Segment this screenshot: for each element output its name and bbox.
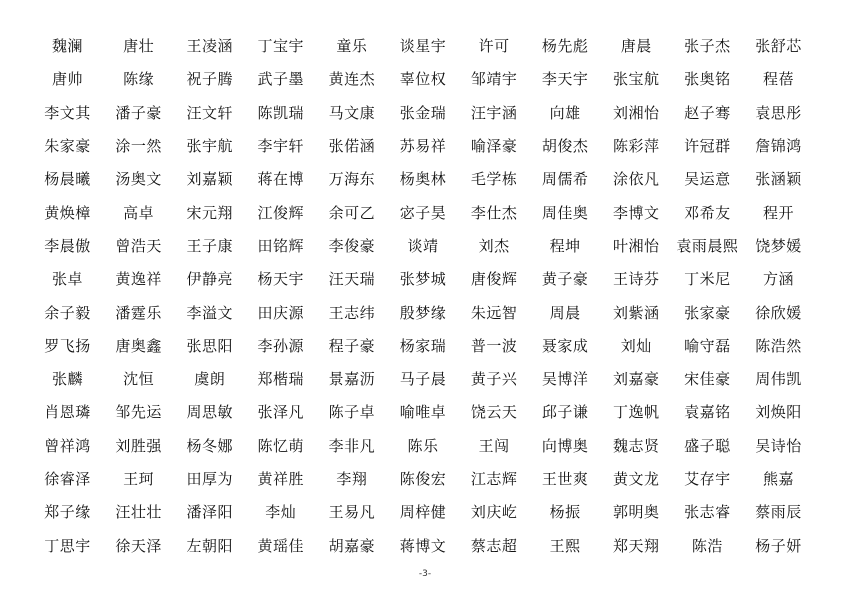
name-cell: 虞朗 — [194, 370, 226, 389]
name-cell: 万海东 — [328, 170, 376, 189]
name-cell: 聂家成 — [541, 336, 589, 355]
name-cell: 盛子聪 — [684, 436, 731, 455]
name-cell: 李俊豪 — [328, 236, 376, 255]
name-cell: 丁思宇 — [44, 536, 91, 555]
name-cell: 蔡志超 — [470, 536, 518, 555]
name-cell: 熊嘉 — [762, 470, 794, 488]
name-cell: 郑楷瑞 — [257, 370, 305, 389]
name-cell: 张舒芯 — [755, 37, 802, 56]
name-cell: 唐帅 — [52, 70, 84, 89]
name-cell: 汪文轩 — [186, 103, 233, 122]
name-cell: 黄连杰 — [328, 70, 376, 89]
name-cell: 景嘉沥 — [328, 370, 376, 389]
name-cell: 杨天宇 — [257, 270, 305, 289]
name-cell: 谈靖 — [407, 236, 439, 255]
name-cell: 王子康 — [186, 236, 233, 255]
name-cell: 陈乐 — [407, 436, 439, 455]
name-cell: 曾浩天 — [115, 236, 162, 255]
name-cell: 程蓓 — [762, 70, 794, 89]
name-cell: 汤奥文 — [115, 170, 162, 189]
name-cell: 余子毅 — [44, 303, 91, 322]
name-cell: 普一波 — [470, 336, 518, 355]
name-cell: 陈凯瑞 — [257, 103, 305, 122]
name-cell: 艾存宇 — [684, 470, 731, 488]
name-cell: 李博文 — [613, 203, 660, 222]
name-cell: 杨子妍 — [755, 536, 802, 555]
name-cell: 高卓 — [123, 203, 155, 222]
name-cell: 张子杰 — [684, 37, 731, 56]
name-cell: 蔡雨辰 — [755, 503, 802, 522]
name-cell: 田厚为 — [186, 470, 233, 488]
name-cell: 刘庆屹 — [470, 503, 518, 522]
name-cell: 魏澜 — [52, 37, 84, 56]
name-cell: 马文康 — [328, 103, 376, 122]
name-cell: 马子晨 — [399, 370, 447, 389]
names-grid — [32, 30, 814, 563]
name-cell: 李灿 — [265, 503, 297, 522]
name-cell: 张泽凡 — [257, 403, 305, 422]
name-cell: 黄文龙 — [613, 470, 660, 488]
name-cell: 沈恒 — [123, 370, 155, 389]
name-cell: 郑天翔 — [613, 536, 660, 555]
name-cell: 王珂 — [123, 470, 155, 488]
name-cell: 杨冬娜 — [186, 436, 233, 455]
name-cell: 刘嘉颖 — [186, 170, 233, 189]
name-cell: 吴运意 — [684, 170, 731, 189]
name-cell: 张宇航 — [186, 137, 233, 156]
name-cell: 朱远智 — [470, 303, 518, 322]
name-cell: 黄瑶佳 — [257, 536, 305, 555]
name-cell: 张志睿 — [684, 503, 731, 522]
name-cell: 饶梦媛 — [755, 236, 802, 255]
name-cell: 陈彩萍 — [613, 137, 660, 156]
name-cell: 李晨傲 — [44, 236, 91, 255]
name-cell: 王世爽 — [541, 470, 589, 488]
name-cell: 张思阳 — [186, 336, 233, 355]
name-cell: 涂一然 — [115, 137, 162, 156]
name-cell: 唐晨 — [620, 37, 652, 56]
name-cell: 陈缘 — [123, 70, 155, 89]
name-cell: 江志辉 — [470, 470, 518, 488]
name-cell: 刘湘怡 — [613, 103, 660, 122]
name-cell: 汪壮壮 — [115, 503, 162, 522]
name-cell: 罗飞扬 — [44, 336, 91, 355]
name-cell: 方涵 — [762, 270, 794, 289]
name-cell: 蒋博文 — [399, 536, 447, 555]
name-cell: 吴诗怡 — [755, 436, 802, 455]
name-cell: 陈俊宏 — [399, 470, 447, 488]
name-cell: 汪天瑞 — [328, 270, 376, 289]
name-cell: 杨奥林 — [399, 170, 447, 189]
name-cell: 王熙 — [549, 536, 581, 555]
name-cell: 刘焕阳 — [755, 403, 802, 422]
name-cell: 曾祥鸿 — [44, 436, 91, 455]
name-cell: 陈忆萌 — [257, 436, 305, 455]
name-cell: 刘灿 — [620, 336, 652, 355]
name-cell: 袁雨晨熙 — [676, 236, 739, 255]
name-cell: 宋元翔 — [186, 203, 233, 222]
name-cell: 黄逸祥 — [115, 270, 162, 289]
name-cell: 袁嘉铭 — [684, 403, 731, 422]
name-cell: 喻唯卓 — [399, 403, 447, 422]
name-cell: 张宝航 — [613, 70, 660, 89]
name-cell: 胡嘉豪 — [328, 536, 376, 555]
name-cell: 王闯 — [478, 436, 510, 455]
name-cell: 邱子谦 — [541, 403, 589, 422]
name-cell: 黄焕樟 — [44, 203, 91, 222]
name-cell: 杨家瑞 — [399, 336, 447, 355]
name-cell: 张家豪 — [684, 303, 731, 322]
name-cell: 王诗芬 — [613, 270, 660, 289]
name-cell: 周伟凯 — [755, 370, 802, 389]
name-cell: 郭明奥 — [613, 503, 660, 522]
name-cell: 刘嘉豪 — [613, 370, 660, 389]
name-cell: 蒋在博 — [257, 170, 305, 189]
name-cell: 汪宇涵 — [470, 103, 518, 122]
name-cell: 徐睿泽 — [44, 470, 91, 488]
name-cell: 潘泽阳 — [186, 503, 233, 522]
name-cell: 吴博洋 — [541, 370, 589, 389]
name-cell: 王易凡 — [328, 503, 376, 522]
name-cell: 肖恩璘 — [44, 403, 91, 422]
name-cell: 周佳奥 — [541, 203, 589, 222]
name-cell: 刘紫涵 — [613, 303, 660, 322]
name-cell: 张涵颖 — [755, 170, 802, 189]
name-cell: 杨振 — [549, 503, 581, 522]
name-cell: 辜位权 — [399, 70, 447, 89]
page-number: -3- — [418, 569, 432, 579]
name-cell: 程开 — [762, 203, 794, 222]
name-cell: 李宇轩 — [257, 137, 305, 156]
name-cell: 陈子卓 — [328, 403, 376, 422]
name-cell: 童乐 — [336, 37, 368, 56]
name-cell: 赵子骞 — [684, 103, 731, 122]
name-cell: 陈浩 — [691, 536, 723, 555]
name-cell: 陈浩然 — [755, 336, 802, 355]
name-cell: 张卓 — [52, 270, 84, 289]
name-cell: 周晨 — [549, 303, 581, 322]
name-cell: 张金瑞 — [399, 103, 447, 122]
name-cell: 李非凡 — [328, 436, 376, 455]
name-cell: 张偌涵 — [328, 137, 376, 156]
name-cell: 魏志贤 — [613, 436, 660, 455]
name-cell: 殷梦缘 — [399, 303, 447, 322]
name-cell: 饶云天 — [470, 403, 518, 422]
name-cell: 胡俊杰 — [541, 137, 589, 156]
name-cell: 李仕杰 — [470, 203, 518, 222]
name-cell: 周梓健 — [399, 503, 447, 522]
name-cell: 许可 — [478, 37, 510, 56]
name-cell: 张梦城 — [399, 270, 447, 289]
name-cell: 周儒希 — [541, 170, 589, 189]
name-cell: 向雄 — [549, 103, 581, 122]
name-cell: 许冠群 — [684, 137, 731, 156]
name-cell: 王凌涵 — [186, 37, 233, 56]
name-cell: 袁思彤 — [755, 103, 802, 122]
name-cell: 朱家豪 — [44, 137, 91, 156]
name-cell: 黄子兴 — [470, 370, 518, 389]
name-cell: 张奥铭 — [684, 70, 731, 89]
name-cell: 王志纬 — [328, 303, 376, 322]
name-cell: 周思敏 — [186, 403, 233, 422]
name-cell: 詹锦鸿 — [755, 137, 802, 156]
name-cell: 丁逸帆 — [613, 403, 660, 422]
name-cell: 杨先彪 — [541, 37, 589, 56]
name-cell: 李天宇 — [541, 70, 589, 89]
name-cell: 刘杰 — [478, 236, 510, 255]
name-cell: 丁宝宇 — [257, 37, 305, 56]
name-cell: 杨晨曦 — [44, 170, 91, 189]
name-cell: 武子墨 — [257, 70, 305, 89]
name-cell: 徐天泽 — [115, 536, 162, 555]
name-cell: 宋佳豪 — [684, 370, 731, 389]
name-cell: 伊静亮 — [186, 270, 233, 289]
name-cell: 刘胜强 — [115, 436, 162, 455]
name-cell: 祝子腾 — [186, 70, 233, 89]
name-cell: 李溢文 — [186, 303, 233, 322]
name-cell: 向博奥 — [541, 436, 589, 455]
name-cell: 喻守磊 — [684, 336, 731, 355]
name-cell: 唐俊辉 — [470, 270, 518, 289]
name-cell: 李翔 — [336, 470, 368, 488]
name-cell: 毛学栋 — [470, 170, 518, 189]
name-cell: 田庆源 — [257, 303, 305, 322]
name-cell: 涂依凡 — [613, 170, 660, 189]
name-cell: 江俊辉 — [257, 203, 305, 222]
name-cell: 程子豪 — [328, 336, 376, 355]
name-cell: 余可乙 — [328, 203, 376, 222]
name-cell: 程坤 — [549, 236, 581, 255]
name-cell: 谈星宇 — [399, 37, 447, 56]
name-cell: 潘子豪 — [115, 103, 162, 122]
name-cell: 唐壮 — [123, 37, 155, 56]
name-cell: 李孙源 — [257, 336, 305, 355]
name-cell: 潘霆乐 — [115, 303, 162, 322]
name-cell: 喻泽豪 — [470, 137, 518, 156]
name-cell: 郑子缘 — [44, 503, 91, 522]
name-cell: 叶湘怡 — [613, 236, 660, 255]
name-cell: 邹靖宇 — [470, 70, 518, 89]
name-cell: 唐奥鑫 — [115, 336, 162, 355]
name-cell: 黄子豪 — [541, 270, 589, 289]
name-cell: 宓子昊 — [399, 203, 447, 222]
name-cell: 黄祥胜 — [257, 470, 305, 488]
name-cell: 田铭辉 — [257, 236, 305, 255]
name-cell: 丁米尼 — [684, 270, 731, 289]
name-cell: 邓希友 — [684, 203, 731, 222]
name-cell: 左朝阳 — [186, 536, 233, 555]
name-cell: 张麟 — [52, 370, 84, 389]
name-cell: 邹先运 — [115, 403, 162, 422]
name-cell: 李文其 — [44, 103, 91, 122]
name-cell: 苏易祥 — [399, 137, 447, 156]
name-cell: 徐欣媛 — [755, 303, 802, 322]
